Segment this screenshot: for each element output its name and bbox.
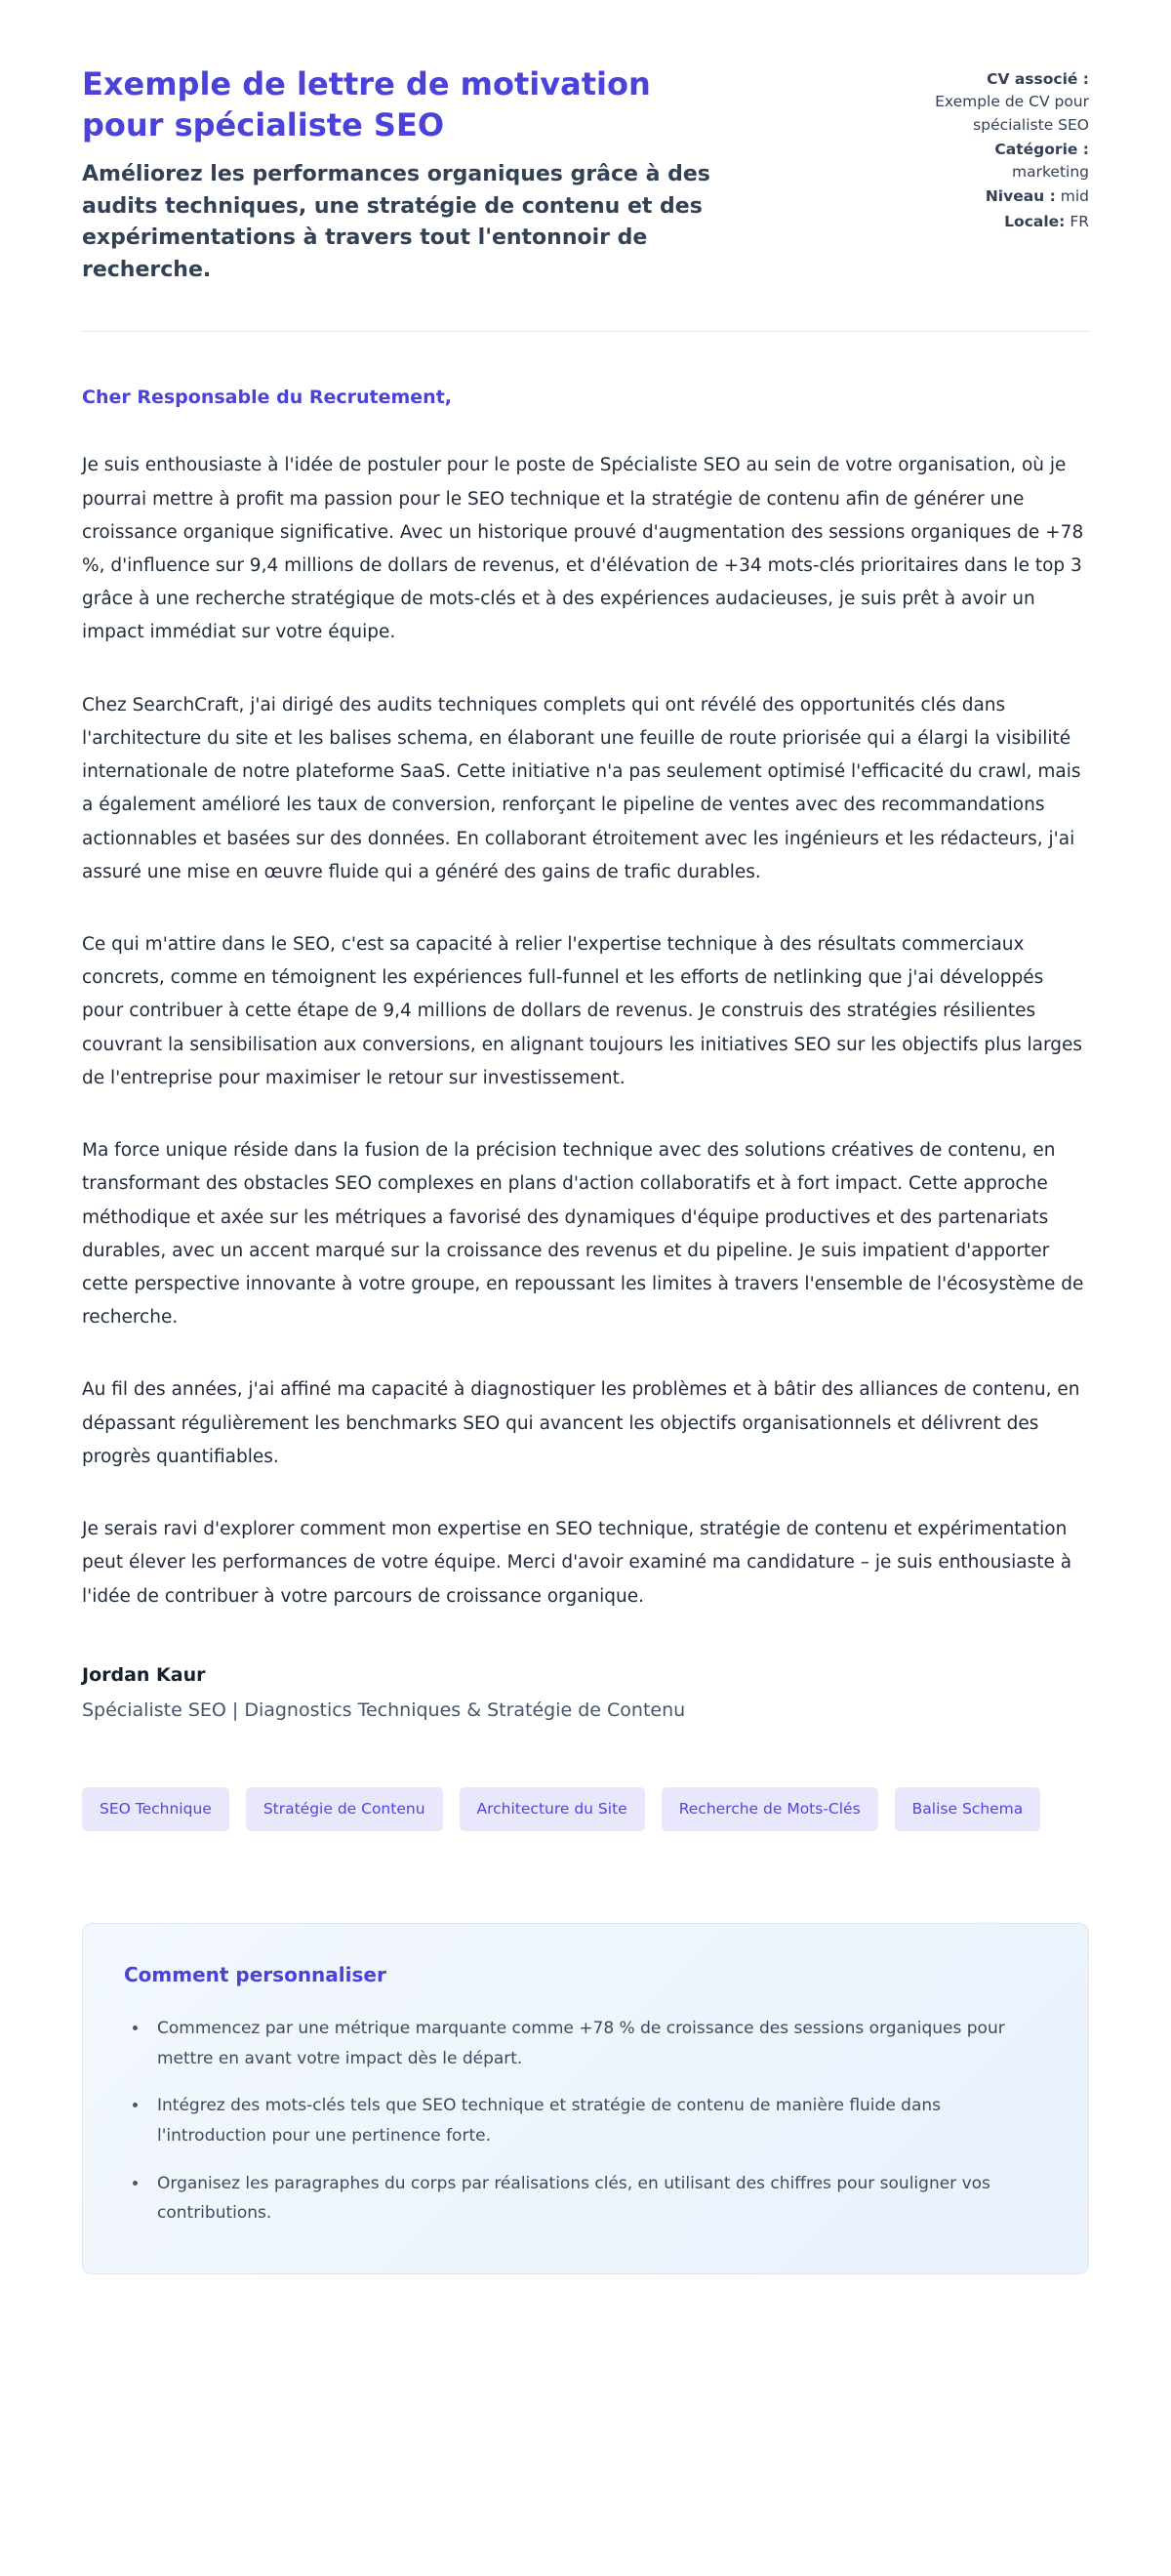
page-title: Exemple de lettre de motivation pour spécialiste SEO	[82, 65, 651, 143]
meta-value: Exemple de CV pour spécialiste SEO	[935, 93, 1089, 134]
letter-paragraph: Ma force unique réside dans la fusion de la précision technique avec des solutions créatives de contenu, en transformant des obstacles SEO complexes en plans d'action collaboratifs et à fort impact. Cette approche méthodique et axée sur les métriques a favorisé des dynamiques d'équipe productives et des partenariats durables, avec un accent marqué sur la croissance des revenus et du pipeline. Je suis impatient d'apporter cette perspective innovante à votre groupe, en repoussant les limites à travers l'ensemble de l'écosystème de recherche.	[82, 1140, 1084, 1329]
customization-tips-box	[82, 1923, 1089, 2274]
letter-paragraphs	[82, 449, 1089, 1613]
header-title-block	[82, 64, 711, 286]
skill-tag[interactable]: SEO Technique	[82, 1787, 229, 1832]
meta-row	[898, 185, 1089, 208]
tips-list	[124, 2014, 1047, 2228]
letter-paragraph: Ce qui m'attire dans le SEO, c'est sa capacité à relier l'expertise technique à des résultats commerciaux concrets, comme en témoignent les expériences full-funnel et les efforts de netlinking que j'ai développés pour contribuer à cette étape de 9,4 millions de dollars de revenus. Je construis des stratégies résilientes couvrant la sensibilisation aux conversions, en alignant toujours les initiatives SEO sur les objectifs plus larges de l'entreprise pour maximiser le retour sur investissement.	[82, 934, 1083, 1088]
skill-tag[interactable]: Stratégie de Contenu	[246, 1787, 443, 1832]
header-divider	[82, 331, 1089, 332]
letter-paragraph: Chez SearchCraft, j'ai dirigé des audits techniques complets qui ont révélé des opportunités clés dans l'architecture du site et les balises schema, en élaborant une feuille de route priorisée qui a élargi la visibilité internationale de notre plateforme SaaS. Cette initiative n'a pas seulement optimisé l'efficacité du crawl, mais a également amélioré les taux de conversion, renforçant le pipeline de ventes avec des recommandations actionnables et basées sur des données. En collaborant étroitement avec les ingénieurs et les rédacteurs, j'ai assuré une mise en œuvre fluide qui a généré des gains de trafic durables.	[82, 694, 1081, 882]
meta-value: mid	[1060, 187, 1089, 206]
tip-item: • Organisez les paragraphes du corps par réalisations clés, en utilisant des chiffres pour souligner vos contributions.	[149, 2169, 1047, 2228]
tip-item: • Commencez par une métrique marquante comme +78 % de croissance des sessions organiques pour mettre en avant votre impact dès le départ.	[149, 2014, 1047, 2073]
meta-label: Catégorie :	[994, 140, 1089, 158]
cover-letter-page	[82, 0, 1089, 2362]
meta-row	[898, 68, 1089, 137]
signature-role: Spécialiste SEO | Diagnostics Techniques & Stratégie de Contenu	[82, 1698, 686, 1721]
page-header	[82, 64, 1089, 286]
skill-tags	[82, 1787, 1089, 1832]
cv-meta-panel	[898, 64, 1089, 235]
letter-paragraph: Je serais ravi d'explorer comment mon expertise en SEO technique, stratégie de contenu et expérimentation peut élever les performances de votre équipe. Merci d'avoir examiné ma candidature – je suis enthousiaste à l'idée de contribuer à votre parcours de croissance organique.	[82, 1519, 1072, 1607]
skill-tag[interactable]: Architecture du Site	[460, 1787, 645, 1832]
meta-row	[898, 211, 1089, 233]
letter-paragraph: Je suis enthousiaste à l'idée de postuler pour le poste de Spécialiste SEO au sein de votre organisation, où je pourrai mettre à profit ma passion pour le SEO technique et la stratégie de contenu afin de générer une croissance organique significative. Avec un historique prouvé d'augmentation des sessions organiques de +78 %, d'influence sur 9,4 millions de dollars de revenus, et d'élévation de +34 mots-clés prioritaires dans le top 3 grâce à une recherche stratégique de mots-clés et à des expériences audacieuses, je suis prêt à avoir un impact immédiat sur votre équipe.	[82, 455, 1084, 643]
skill-tag[interactable]: Balise Schema	[895, 1787, 1041, 1832]
meta-value: marketing	[1012, 163, 1089, 181]
signature-block	[82, 1664, 1089, 1721]
meta-label: Locale:	[1004, 212, 1066, 230]
page-subtitle: Améliorez les performances organiques grâce à des audits techniques, une stratégie de contenu et des expérimentations à travers tout l'entonnoir de recherche.	[82, 162, 710, 282]
letter-paragraph: Au fil des années, j'ai affiné ma capacité à diagnostiquer les problèmes et à bâtir des alliances de contenu, en dépassant régulièrement les benchmarks SEO qui avancent les objectifs organisationnels et délivrent des progrès quantifiables.	[82, 1379, 1080, 1467]
signature-name: Jordan Kaur	[82, 1663, 206, 1686]
meta-row	[898, 139, 1089, 184]
meta-label: Niveau :	[985, 187, 1056, 206]
tips-title: Comment personnaliser	[124, 1963, 386, 1987]
letter-greeting: Cher Responsable du Recrutement,	[82, 387, 452, 409]
letter-body	[82, 387, 1089, 1720]
meta-value: FR	[1070, 212, 1089, 230]
skill-tag[interactable]: Recherche de Mots-Clés	[662, 1787, 878, 1832]
tip-item: • Intégrez des mots-clés tels que SEO technique et stratégie de contenu de manière fluide dans l'introduction pour une pertinence forte.	[149, 2091, 1047, 2150]
meta-label: CV associé :	[987, 70, 1089, 88]
